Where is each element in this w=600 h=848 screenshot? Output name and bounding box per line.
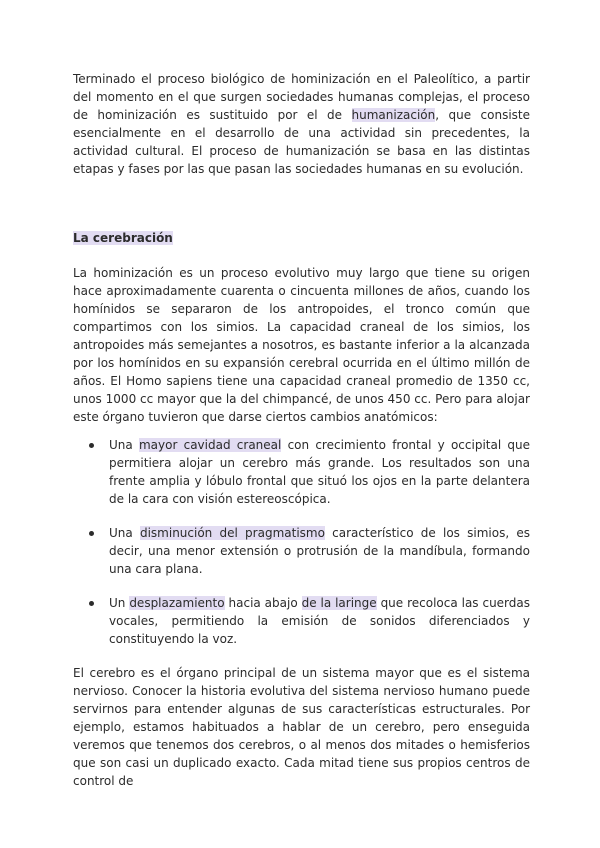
highlight-laringe: de la laringe (301, 596, 377, 610)
list-item-text: Una mayor cavidad craneal con crecimiento frontal y occipital que permitiera alojar un cerebro más grande. Los resultados son una frente amplia y lóbulo frontal que situó los ojos en la parte delantera de la cara con visión estereoscópica. (109, 438, 530, 506)
list-item-text: Un desplazamiento hacia abajo de la laringe que recoloca las cuerdas vocales, permitiendo la emisión de sonidos diferenciados y constituyendo la voz. (109, 596, 531, 646)
intro-paragraph (73, 70, 530, 178)
heading-text: La cerebración (73, 231, 173, 245)
highlight-desplazamiento: desplazamiento (129, 596, 225, 610)
intro-text-end: , que consiste esencialmente en el desarrollo de una actividad sin precedentes, la actividad cultural. El proceso de humanización se basa en las distintas etapas y fases por las que pasan las sociedades humanas en su evolución. (73, 108, 530, 176)
highlight-pragmatismo: disminución del pragmatismo (139, 526, 325, 540)
list-item (89, 594, 530, 648)
list-item (89, 524, 530, 578)
list-item (89, 436, 530, 508)
list-item-text: Una disminución del pragmatismo característico de los simios, es decir, una menor extensión o protrusión de la mandíbula, formando una cara plana. (109, 526, 531, 576)
intro-text-start: Terminado el proceso biológico de hominización en el Paleolítico, a partir del momento en el que surgen sociedades humanas complejas, el proceso de hominización es sustituido por el de (73, 72, 530, 122)
body-paragraph-2: El cerebro es el órgano principal de un sistema mayor que es el sistema nervioso. Conocer la historia evolutiva del sistema nervioso humano puede servirnos para entender algunas de sus características estructurales. Por ejemplo, estamos habituados a hablar de un cerebro, pero enseguida veremos que tenemos dos cerebros, o al menos dos mitades o hemisferios que son casi un duplicado exacto. Cada mitad tiene sus propios centros de control de (73, 666, 530, 788)
highlight-humanizacion: humanización (351, 108, 436, 122)
section-heading (73, 229, 173, 247)
body-paragraph-1: La hominización es un proceso evolutivo muy largo que tiene su origen hace aproximadamente cuarenta o cincuenta millones de años, cuando los homínidos se separaron de los antropoides, el tronco común que compartimos con los simios. La capacidad craneal de los simios, los antropoides más semejantes a nosotros, es bastante inferior a la alcanzada por los homínidos en su expansión cerebral ocurrida en el último millón de años. El Homo sapiens tiene una capacidad craneal promedio de 1350 cc, unos 1000 cc mayor que la del chimpancé, de unos 450 cc. Pero para alojar este órgano tuvieron que darse ciertos cambios anatómicos: (73, 266, 530, 424)
highlight-cavidad: mayor cavidad craneal (138, 438, 282, 452)
